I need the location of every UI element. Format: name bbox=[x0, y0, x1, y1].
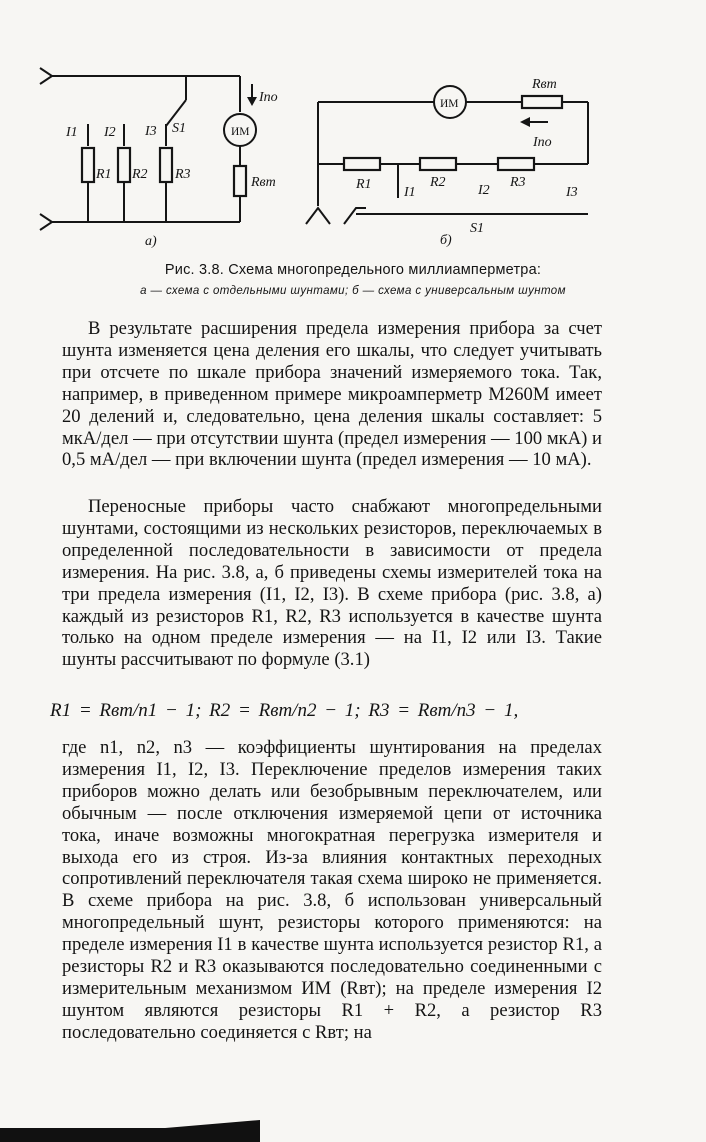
label-s1-a: S1 bbox=[172, 121, 186, 136]
panel-b-label: б) bbox=[440, 233, 452, 248]
label-i2-a: I2 bbox=[104, 125, 116, 140]
label-i1-a: I1 bbox=[66, 125, 78, 140]
figure-caption-subtitle: а — схема с отдельными шунтами; б — схема с универсальным шунтом bbox=[140, 285, 566, 297]
label-i1-b: I1 bbox=[404, 185, 416, 200]
label-r2-b: R2 bbox=[430, 175, 446, 190]
label-r3-a: R3 bbox=[175, 167, 191, 182]
label-im-a: ИМ bbox=[231, 126, 250, 138]
label-i3-a: I3 bbox=[145, 124, 157, 139]
panel-a-label: а) bbox=[145, 234, 157, 249]
label-i-po-a: Iпо bbox=[259, 90, 278, 105]
label-r1-a: R1 bbox=[96, 167, 112, 182]
label-i-po-b: Iпо bbox=[533, 135, 552, 150]
label-i2-b: I2 bbox=[478, 183, 490, 198]
paragraph: В результате расширения предела измерения прибора за счет шунта изменяется цена деления его шкалы, что следует учитывать при отсчете по шкале прибора значений измеряемого тока. Так, например, в приведенном примере микроамперметр М260М имеет 20 делений и, следовательно, цена деления шкалы составляет: 5 мкА/дел — при отсутствии шунта (предел измерения — 100 мкА) и 0,5 мА/дел — при включении шунта (предел измерения — 10 мА). bbox=[62, 318, 602, 471]
label-im-b: ИМ bbox=[440, 98, 459, 110]
label-r3-b: R3 bbox=[510, 175, 526, 190]
label-s1-b: S1 bbox=[470, 221, 484, 236]
circuit-figure bbox=[0, 0, 706, 260]
label-r2-a: R2 bbox=[132, 167, 148, 182]
scan-shadow bbox=[0, 1128, 230, 1142]
label-r1-b: R1 bbox=[356, 177, 372, 192]
circuit-a bbox=[40, 68, 257, 230]
label-r-vt-b: Rвт bbox=[532, 77, 557, 92]
paragraph: Переносные приборы часто снабжают многопредельными шунтами, состоящими из нескольких резисторов, переключаемых в определенной последовательности в зависимости от предела измерения. На рис. 3.8, а, б приведены схемы измерителей тока на три предела измерения (I1, I2, I3). В схеме прибора (рис. 3.8, а) каждый из резисторов R1, R2, R3 используется в качестве шунта только на одном пределе измерения — на I1, I2 или I3. Такие шунты рассчитывают по формуле (3.1) bbox=[62, 496, 602, 671]
label-r-vt-a: Rвт bbox=[251, 175, 276, 190]
formula: R1 = Rвт/n1 − 1; R2 = Rвт/n2 − 1; R3 = Rвт/n3 − 1, bbox=[50, 700, 519, 721]
figure-caption-title: Рис. 3.8. Схема многопредельного миллиамперметра: bbox=[164, 262, 542, 278]
label-i3-b: I3 bbox=[566, 185, 578, 200]
paragraph: где n1, n2, n3 — коэффициенты шунтирования на пределах измерения I1, I2, I3. Переключение пределов измерения таких приборов можно делать или безобрывным переключателем, или обычным — после отключения измеряемой цепи от источника тока, иначе возможны многократная перегрузка измерителя и выхода его из строя. Из-за влияния контактных переходных сопротивлений переключателя такая схема широко не применяется. В схеме прибора на рис. 3.8, б использован универсальный многопредельный шунт, резисторы которого применяются: на пределе измерения I1 в качестве шунта используется резистор R1, а резисторы R2 и R3 оказываются последовательно соединенными с измерительным механизмом ИМ (Rвт); на пределе измерения I2 шунтом являются резисторы R1 + R2, а резистор R3 последовательно соединяется с Rвт; на bbox=[62, 737, 602, 1043]
